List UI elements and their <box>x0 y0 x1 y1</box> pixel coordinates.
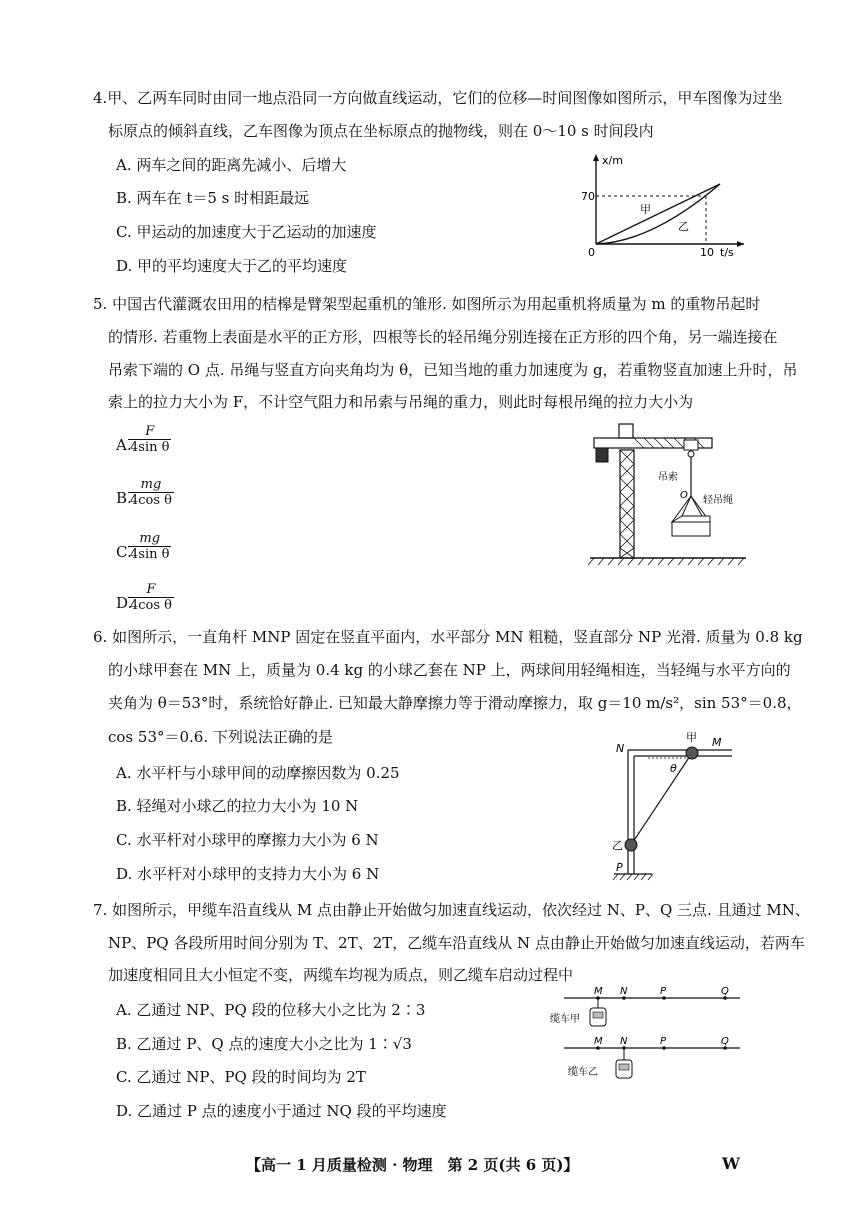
q6-label-m: M <box>712 736 722 749</box>
q4-t-axis-arrow <box>737 241 744 247</box>
q5-option-d-den: 4cos θ <box>130 598 173 613</box>
q5-line-2: 的情形. 若重物上表面是水平的正方形，四根等长的轻吊绳分别连接在正方形的四个角，另一端连接在 <box>108 328 778 346</box>
q5-label-rope: 轻吊绳 <box>703 495 733 506</box>
q4-option-c: C. 甲运动的加速度大于乙运动的加速度 <box>116 223 377 241</box>
q7-option-c: C. 乙通过 NP、PQ 段的时间均为 2T <box>116 1068 366 1086</box>
q6-label-jia: 甲 <box>686 731 697 744</box>
q7-line-3: 加速度相同且大小恒定不变，两缆车均视为质点，则乙缆车启动过程中 <box>108 966 574 984</box>
q6-right-angle-rod <box>608 728 738 886</box>
q6-label-p: P <box>616 861 623 874</box>
q6-option-b: B. 轻绳对小球乙的拉力大小为 10 N <box>116 797 359 815</box>
q5-cab <box>619 424 633 438</box>
q6-line-4: cos 53°＝0.6. 下列说法正确的是 <box>108 728 333 746</box>
q5-option-b-label: B. <box>116 489 132 507</box>
q6-label-yi: 乙 <box>612 839 623 852</box>
q7-line-2: NP、PQ 各段所用时间分别为 T、2T、2T，乙缆车沿直线从 N 点由静止开始做匀加速直线运动，若两车 <box>108 934 805 952</box>
q6-option-d: D. 水平杆对小球甲的支持力大小为 6 N <box>116 865 380 883</box>
q5-option-a-fraction <box>128 424 171 455</box>
q4-line-1: 4.甲、乙两车同时由同一地点沿同一方向做直线运动，它们的位移—时间图像如图所示，甲车图像为过坐 <box>93 89 783 107</box>
q5-line-1: 5. 中国古代灌溉农田用的桔槔是臂架型起重机的雏形. 如图所示为用起重机将质量为 m 的重物吊起时 <box>93 295 761 313</box>
q7-bottom-label-q: Q <box>721 1036 729 1047</box>
q5-option-a-num: F <box>128 424 171 440</box>
q7-top-label-n: N <box>620 986 628 997</box>
q4-option-d: D. 甲的平均速度大于乙的平均速度 <box>116 257 348 275</box>
q5-trolley <box>684 440 698 450</box>
q6-label-n: N <box>616 742 625 755</box>
page-footer-code: W <box>722 1154 740 1173</box>
q7-top-label-q: Q <box>721 986 729 997</box>
q4-option-a: A. 两车之间的距离先减小、后增大 <box>116 156 347 174</box>
q7-option-a: A. 乙通过 NP、PQ 段的位移大小之比为 2∶3 <box>116 1001 426 1019</box>
q4-xt-graph <box>580 150 750 266</box>
q4-y-axis-label: x/m <box>602 154 623 167</box>
q7-bottom-label-p: P <box>660 1036 667 1047</box>
q6-line-2: 的小球甲套在 MN 上，质量为 0.4 kg 的小球乙套在 NP 上，两球间用轻绳相连，当轻绳与水平方向的 <box>108 661 791 679</box>
q4-origin: 0 <box>588 246 595 259</box>
q7-line-1: 7. 如图所示，甲缆车沿直线从 M 点由静止开始做匀加速直线运动，依次经过 N、P、Q 三点. 且通过 MN、 <box>93 901 810 919</box>
q5-line-4: 索上的拉力大小为 F，不计空气阻力和吊索与吊绳的重力，则此时每根吊绳的拉力大小为 <box>108 393 694 411</box>
q7-bottom-label-n: N <box>620 1036 628 1047</box>
q6-rope <box>631 753 692 845</box>
q4-x-axis-arrow <box>593 154 599 161</box>
q5-option-d-fraction <box>128 582 174 613</box>
q6-line-1: 6. 如图所示，一直角杆 MNP 固定在竖直平面内，水平部分 MN 粗糙，竖直部分 NP 光滑. 质量为 0.8 kg <box>93 628 803 646</box>
q5-option-c-fraction <box>128 531 171 562</box>
q6-ball-yi <box>625 839 637 851</box>
q4-option-b: B. 两车在 t＝5 s 时相距最远 <box>116 189 310 207</box>
q5-counterweight <box>596 448 608 462</box>
q7-car-yi-window <box>619 1064 629 1070</box>
q5-option-b-den: 4cos θ <box>130 493 173 508</box>
q4-label-jia: 甲 <box>640 203 651 216</box>
q5-option-b-fraction <box>128 477 174 508</box>
page-footer: 【高一 1 月质量检测 · 物理 第 2 页(共 6 页)】 <box>246 1156 579 1174</box>
q7-car-jia-window <box>593 1012 603 1018</box>
q4-x-tick: 10 <box>700 246 714 259</box>
q5-label-o: O <box>680 490 688 501</box>
q6-line-3: 夹角为 θ＝53°时，系统恰好静止. 已知最大静摩擦力等于滑动摩擦力，取 g＝10 m/s²，sin 53°＝0.8， <box>108 694 802 712</box>
q5-line-3: 吊索下端的 O 点. 吊绳与竖直方向夹角均为 θ，已知当地的重力加速度为 g，若重物竖直加速上升时，吊 <box>108 361 798 379</box>
q4-line-jia <box>596 184 720 244</box>
q6-option-a: A. 水平杆与小球甲间的动摩擦因数为 0.25 <box>116 764 400 782</box>
q5-option-d-num: F <box>128 582 174 598</box>
q5-option-c-label: C. <box>116 543 132 561</box>
q7-label-car-yi: 缆车乙 <box>568 1067 598 1078</box>
q7-option-b: B. 乙通过 P、Q 点的速度大小之比为 1∶√3 <box>116 1035 412 1053</box>
q5-crane-figure <box>588 418 748 568</box>
q4-x-axis-label: t/s <box>720 246 734 259</box>
q4-label-yi: 乙 <box>678 220 689 233</box>
q7-top-label-m: M <box>594 986 603 997</box>
q7-bottom-label-m: M <box>594 1036 603 1047</box>
q6-ball-jia <box>686 747 698 759</box>
q5-option-d-label: D. <box>116 594 133 612</box>
q4-y-tick: 70 <box>581 190 595 203</box>
q6-label-theta: θ <box>670 762 677 775</box>
q5-option-c-num: mg <box>128 531 171 547</box>
q7-cable-car-figure <box>548 984 744 1092</box>
q4-line-2: 标原点的倾斜直线，乙车图像为顶点在坐标原点的抛物线，则在 0～10 s 时间段内 <box>108 122 654 140</box>
q7-option-d: D. 乙通过 P 点的速度小于通过 NQ 段的平均速度 <box>116 1102 447 1120</box>
q5-load-top <box>672 516 710 522</box>
q7-top-label-p: P <box>660 986 667 997</box>
q5-ground-hatch <box>588 558 744 565</box>
q6-option-c: C. 水平杆对小球甲的摩擦力大小为 6 N <box>116 831 379 849</box>
q7-label-car-jia: 缆车甲 <box>550 1014 580 1025</box>
q5-option-b-num: mg <box>128 477 174 493</box>
q5-rope-4 <box>691 496 702 516</box>
q5-option-a-den: 4sin θ <box>130 440 170 455</box>
q5-option-a-label: A. <box>116 436 132 454</box>
q5-option-c-den: 4sin θ <box>130 547 170 562</box>
q5-label-cable: 吊索 <box>658 472 678 483</box>
q5-pulley <box>688 451 694 457</box>
q5-tower-lattice <box>620 450 634 558</box>
q5-load <box>672 522 710 536</box>
q6-ground-hatch <box>613 874 653 880</box>
